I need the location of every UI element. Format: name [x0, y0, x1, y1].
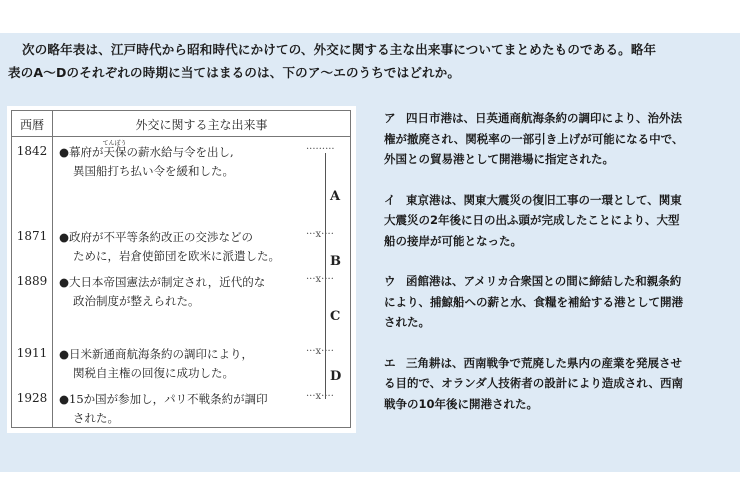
segment-label-a: A — [330, 189, 341, 204]
question-line-2: 表のA〜Dのそれぞれの時期に当てはまるのは、下のア〜エのうちではどれか。 — [8, 65, 461, 80]
event-text: ●政府が不平等条約改正の交渉などの — [59, 230, 254, 244]
event-text-line2: された。 — [73, 411, 119, 425]
row-year-1928: 1928 — [16, 391, 48, 405]
event-text-line2: 異国船打ち払い令を緩和した。 — [73, 164, 234, 178]
event-text-line2: 政治制度が整えられた。 — [73, 294, 200, 308]
choice-a — [384, 108, 734, 170]
ruby-annotation — [102, 140, 127, 162]
row-event-1928 — [59, 390, 268, 428]
table-header — [12, 111, 350, 137]
question-text — [8, 38, 728, 84]
marker-dots: ···x···· — [306, 391, 334, 402]
row-event-1871 — [59, 228, 280, 266]
row-year-1911: 1911 — [16, 346, 48, 360]
marker-dots: ···x···· — [306, 229, 334, 240]
header-year: 西暦 — [19, 118, 44, 132]
choice-i — [384, 190, 734, 252]
row-event-1889 — [59, 273, 265, 311]
choice-text: 大震災の2年後に日の出ふ頭が完成したことにより、大型 — [384, 213, 680, 227]
event-text: 保の薪水給与令を出し, — [115, 145, 234, 159]
event-text: ●15か国が参加し，パリ不戦条約が調印 — [59, 392, 268, 406]
choice-text: 船の接岸が可能となった。 — [384, 233, 522, 248]
marker-dots: ···x···· — [306, 274, 334, 285]
choice-text: 外国との貿易港として開港場に指定された。 — [384, 152, 614, 166]
ruby-base: 天 — [103, 145, 116, 159]
marker-dots: ········· — [306, 144, 335, 155]
row-year-1842: 1842 — [16, 144, 48, 158]
segment-label-d: D — [330, 369, 342, 384]
choice-text: により、捕鯨船への薪と水、食糧を補給する港として開港 — [384, 294, 683, 309]
choice-mark: エ — [384, 355, 396, 370]
choice-mark: イ — [384, 192, 396, 207]
choice-text: 函館港は、アメリカ合衆国との間に締結した和親条約 — [406, 274, 682, 288]
event-text: ●日米新通商航海条約の調印により， — [59, 347, 254, 361]
choice-mark: ア — [384, 111, 396, 125]
column-divider — [52, 111, 53, 427]
row-year-1889: 1889 — [16, 274, 48, 288]
event-text-line2: 関税自主権の回復に成功した。 — [73, 366, 234, 380]
choice-u — [384, 271, 734, 333]
timeline-table — [11, 110, 351, 428]
choice-text: 戦争の10年後に開港された。 — [384, 396, 539, 411]
choice-text: された。 — [384, 315, 430, 329]
marker-dots: ···x···· — [306, 346, 334, 357]
event-text-line2: ために，岩倉使節団を欧米に派遣した。 — [73, 249, 280, 263]
segment-label-b: B — [330, 254, 341, 269]
question-line-1: 次の略年表は、江戸時代から昭和時代にかけての、外交に関する主な出来事についてまとめたものである。略年 — [22, 42, 657, 57]
choice-text: 四日市港は、日英通商航海条約の調印により、治外法 — [406, 111, 682, 125]
timeline-table-container — [7, 106, 356, 433]
choice-mark: ウ — [384, 274, 396, 288]
segment-label-c: C — [330, 309, 341, 324]
ruby-text: てんぽう — [102, 140, 127, 147]
row-year-1871: 1871 — [16, 229, 48, 243]
choice-text: 東京港は、関東大震災の復旧工事の一環として、関東 — [406, 192, 682, 207]
row-event-1842 — [59, 140, 234, 181]
choice-text: 三角耕は、西南戦争で荒廃した県内の産業を発展させ — [406, 355, 682, 370]
row-event-1911 — [59, 345, 253, 383]
choice-text: 権が撤廃され、関税率の一部引き上げが可能になる中で、 — [384, 131, 684, 146]
event-text: ●幕府が — [59, 145, 104, 159]
header-event: 外交に関する主な出来事 — [135, 118, 268, 132]
period-arrow-line — [325, 153, 326, 399]
choice-text: る目的で、オランダ人技術者の設計により造成され、西南 — [384, 376, 683, 390]
answer-choices — [384, 108, 734, 434]
choice-e — [384, 353, 734, 415]
event-text: ●大日本帝国憲法が制定され，近代的な — [59, 275, 266, 289]
